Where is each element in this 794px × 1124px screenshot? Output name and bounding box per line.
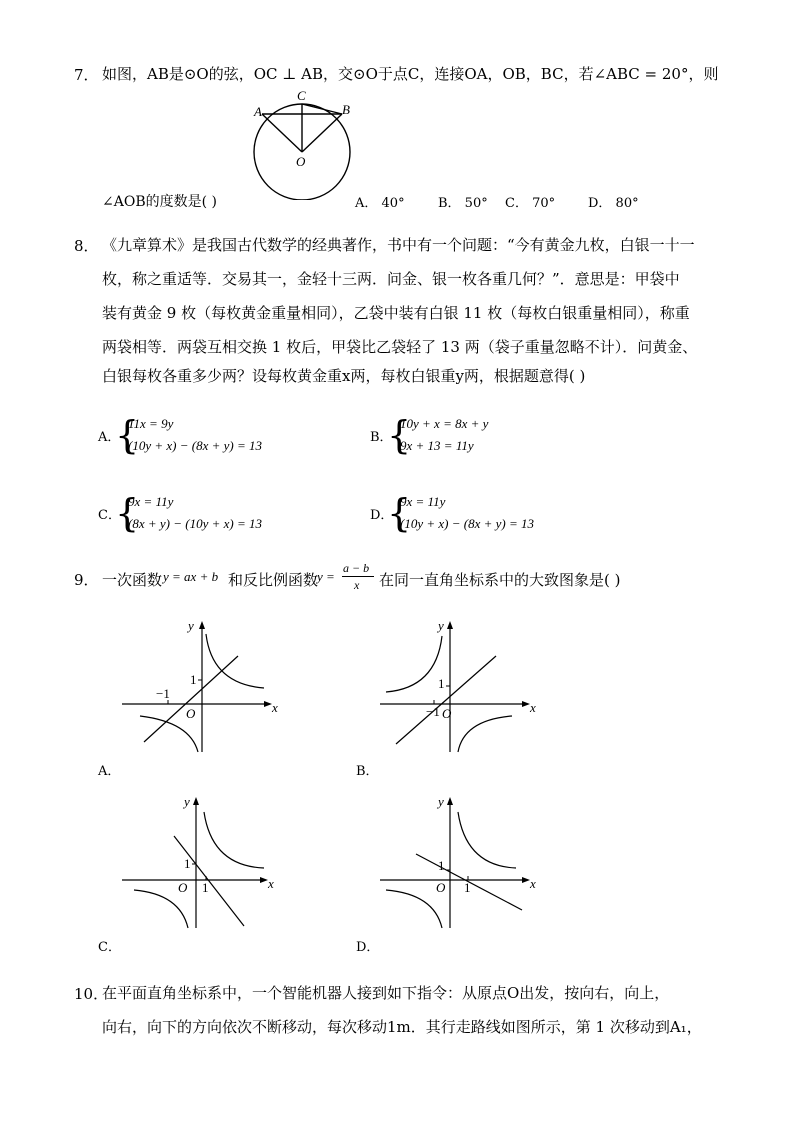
q8-option-b-eq2: 9x + 13 = 11y [400,438,474,453]
q9-stem-c: 在同一直角坐标系中的大致图象是( ) [379,571,621,589]
q8-option-d-label: D． [370,508,394,523]
q9-a-y-label: y [188,618,194,633]
q7-label-a: A [254,104,262,119]
q9-option-c: C． [98,940,121,955]
q9-inverse-lhs: y = [317,569,335,584]
q9-linear-function: y = ax + b [163,569,219,584]
q8-option-c-eq2: (8x + y) − (10y + x) = 13 [128,516,262,531]
q7-label-b: B [342,102,350,117]
q8-option-c-eq1: 9x = 11y [128,494,174,509]
q8-line-3: 装有黄金 9 枚（每枚黄金重量相同），乙袋中装有白银 11 枚（每枚白银重量相同），称重 [102,304,690,322]
q9-b-y-label: y [438,618,444,633]
q9-c-x-label: x [268,876,274,891]
q9-graph-b [376,616,546,756]
q7-label-c: C [297,88,306,103]
q8-option-b-brace: { [387,413,412,457]
q9-stem-b: 和反比例函数 [228,571,319,589]
q8-option-a-eq1: 11x = 9y [128,416,174,431]
q10-number: 10． [74,985,109,1003]
q9-b-origin: O [442,706,452,721]
q9-graph-a [118,616,288,756]
q8-line-4: 两袋相等．两袋互相交换 1 枚后，甲袋比乙袋轻了 13 两（袋子重量忽略不计）．问黄金、 [102,338,698,356]
q9-d-y-label: y [438,794,444,809]
q8-line-1: 《九章算术》是我国古代数学的经典著作，书中有一个问题：“今有黄金九枚，白银一十一 [102,236,695,254]
q9-c-y-label: y [184,794,190,809]
q9-b-tick-neg1: −1 [426,704,440,719]
q9-c-tick-1-y: 1 [184,856,191,871]
q8-line-2: 枚，称之重适等．交易其一，金轻十三两．问金、银一枚各重几何？”．意思是：甲袋中 [102,270,680,288]
q7-stem: 如图，AB是⊙O的弦，OC ⊥ AB，交⊙O于点C，连接OA，OB，BC，若∠ABC = 20°，则 [102,65,719,83]
q7-option-c: C． 70° [505,196,556,211]
q7-stem-continued: ∠AOB的度数是( ) [102,194,217,210]
q9-number: 9． [74,571,99,589]
q9-graph-c [118,792,288,932]
q9-graph-d [376,792,546,932]
q9-a-tick-1: 1 [190,672,197,687]
q9-stem-a: 一次函数 [102,571,163,589]
q9-c-origin: O [178,880,188,895]
q9-b-tick-1: 1 [438,676,445,691]
q9-a-x-label: x [272,700,278,715]
q10-line-1: 在平面直角坐标系中，一个智能机器人接到如下指令：从原点O出发，按向右，向上， [102,984,670,1002]
q9-d-origin: O [436,880,446,895]
q9-option-d: D． [356,940,380,955]
q8-option-c-label: C． [98,508,121,523]
q8-option-b-label: B． [370,430,393,445]
q9-fraction-bar [342,576,374,577]
q7-label-o: O [296,154,306,169]
q9-c-tick-1-x: 1 [202,880,209,895]
q9-b-x-label: x [530,700,536,715]
q8-line-5: 白银每枚各重多少两？设每枚黄金重x两，每枚白银重y两，根据题意得( ) [102,367,586,385]
q8-number: 8． [74,237,99,255]
q9-d-x-label: x [530,876,536,891]
q7-circle-figure [240,88,380,200]
q7-option-a: A． 40° [355,196,405,211]
q8-option-d-brace: { [387,491,412,535]
q10-line-2: 向右，向下的方向依次不断移动，每次移动1m．其行走路线如图所示，第 1 次移动到A₁， [102,1018,702,1036]
q9-option-b: B． [356,764,379,779]
q9-a-origin: O [186,706,196,721]
q9-d-tick-1-x: 1 [464,880,471,895]
q8-option-a-eq2: (10y + x) − (8x + y) = 13 [128,438,262,453]
q9-inverse-denominator: x [354,578,360,592]
q8-option-d-eq2: (10y + x) − (8x + y) = 13 [400,516,534,531]
q7-option-d: D． 80° [588,196,639,211]
q9-option-a: A． [98,764,121,779]
q7-number: 7． [74,66,99,84]
q8-option-a-label: A． [98,430,121,445]
q8-option-c-brace: { [115,491,140,535]
q8-option-a-brace: { [115,413,140,457]
q9-inverse-numerator: a − b [343,561,370,575]
q8-option-b-eq1: 10y + x = 8x + y [400,416,489,431]
q8-option-d-eq1: 9x = 11y [400,494,446,509]
q9-d-tick-1-y: 1 [438,858,445,873]
q7-option-b: B． 50° [438,196,488,211]
q9-a-tick-neg1: −1 [156,686,170,701]
